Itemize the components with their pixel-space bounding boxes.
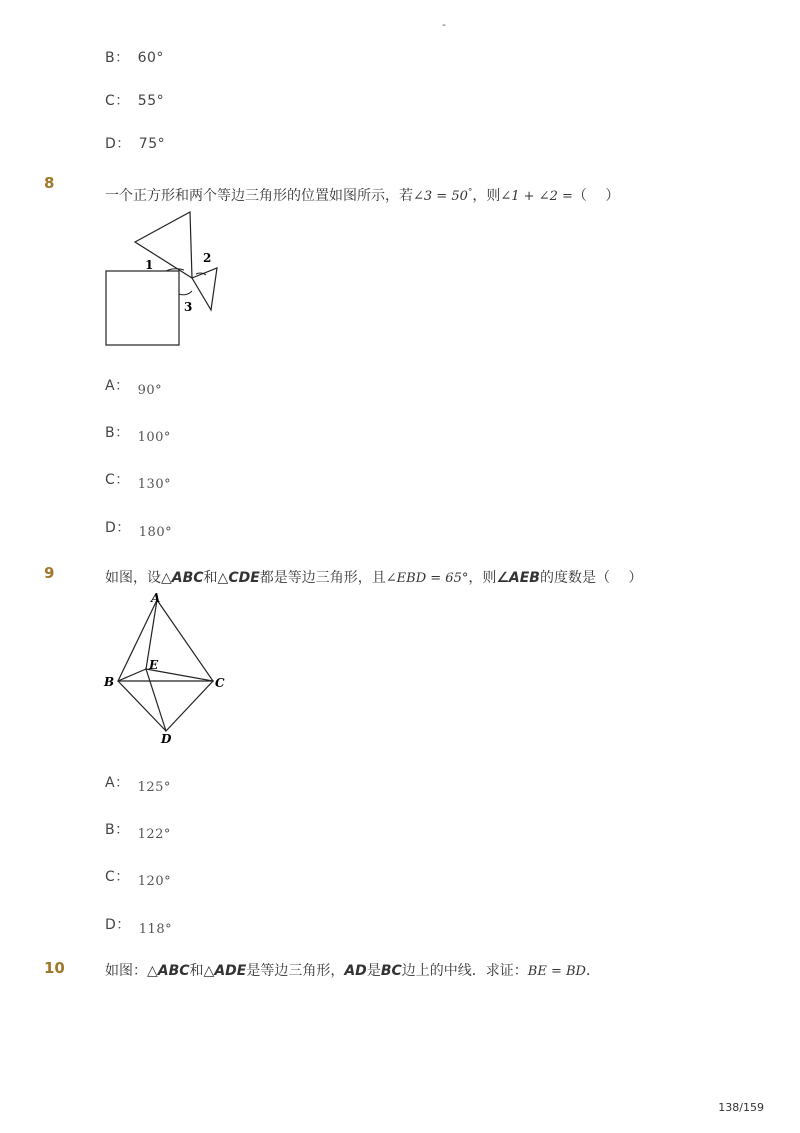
option-value: 55°: [137, 93, 165, 109]
q7-option-d[interactable]: [105, 133, 165, 153]
square: [106, 271, 179, 345]
angle-label-2: 2: [203, 251, 212, 265]
angle-label-1: 1: [145, 258, 154, 272]
option-label: B：: [105, 822, 130, 838]
q9-option-a[interactable]: [105, 772, 171, 795]
point-label-c: C: [215, 676, 225, 690]
q8-option-c[interactable]: [105, 469, 172, 492]
option-value: 100°: [137, 430, 171, 445]
q8-figure: [100, 208, 230, 350]
triangle-top: [135, 212, 192, 278]
q9-figure: [100, 588, 230, 748]
q9-option-d[interactable]: [105, 914, 173, 937]
option-value: 60°: [137, 50, 164, 66]
header-mark: -: [442, 18, 446, 31]
angle-3-arc: [179, 291, 192, 295]
triangle-abc: [118, 600, 213, 681]
q9-option-b[interactable]: [105, 819, 171, 842]
q9-option-c[interactable]: [105, 866, 172, 889]
option-label: D：: [105, 917, 131, 933]
q8-option-a[interactable]: [105, 375, 163, 398]
point-label-d: D: [161, 732, 172, 746]
question-10-text: 如图：△ABC和△ADE是等边三角形，AD是BC边上的中线．求证：BE = BD．: [105, 963, 600, 979]
option-value: 130°: [137, 477, 172, 492]
question-number-10: 10: [44, 959, 65, 977]
option-label: B：: [105, 425, 130, 441]
option-label: A：: [105, 775, 130, 791]
option-value: 120°: [137, 874, 172, 889]
point-label-a: A: [151, 591, 161, 605]
option-label: D：: [105, 136, 131, 152]
page-number: 138/159: [718, 1101, 764, 1114]
option-label: C：: [105, 93, 130, 109]
angle-label-3: 3: [184, 300, 193, 314]
q7-option-b[interactable]: [105, 47, 164, 67]
segment-be: [118, 669, 146, 681]
option-label: C：: [105, 869, 130, 885]
question-8-text: 一个正方形和两个等边三角形的位置如图所示，若∠3 = 50°，则∠1 + ∠2 =（ ）: [105, 187, 620, 204]
option-label: C：: [105, 472, 130, 488]
option-label: A：: [105, 378, 130, 394]
q8-option-d[interactable]: [105, 517, 173, 540]
q8-option-b[interactable]: [105, 422, 171, 445]
question-number-8: 8: [44, 174, 55, 192]
triangle-cde: [146, 669, 213, 731]
option-label: B：: [105, 50, 130, 66]
question-number-9: 9: [44, 564, 55, 582]
option-value: 125°: [137, 780, 171, 795]
option-value: 90°: [137, 383, 163, 398]
point-label-e: E: [149, 658, 159, 672]
option-value: 75°: [138, 136, 166, 152]
option-value: 180°: [138, 525, 173, 540]
option-value: 122°: [137, 827, 171, 842]
option-label: D：: [105, 520, 131, 536]
option-value: 118°: [138, 922, 173, 937]
segment-bd: [118, 681, 166, 731]
question-9-text: 如图，设△ABC和△CDE都是等边三角形，且∠EBD = 65°，则∠AEB的度数是（ ）: [105, 570, 643, 586]
q7-option-c[interactable]: [105, 90, 164, 110]
point-label-b: B: [104, 675, 115, 689]
